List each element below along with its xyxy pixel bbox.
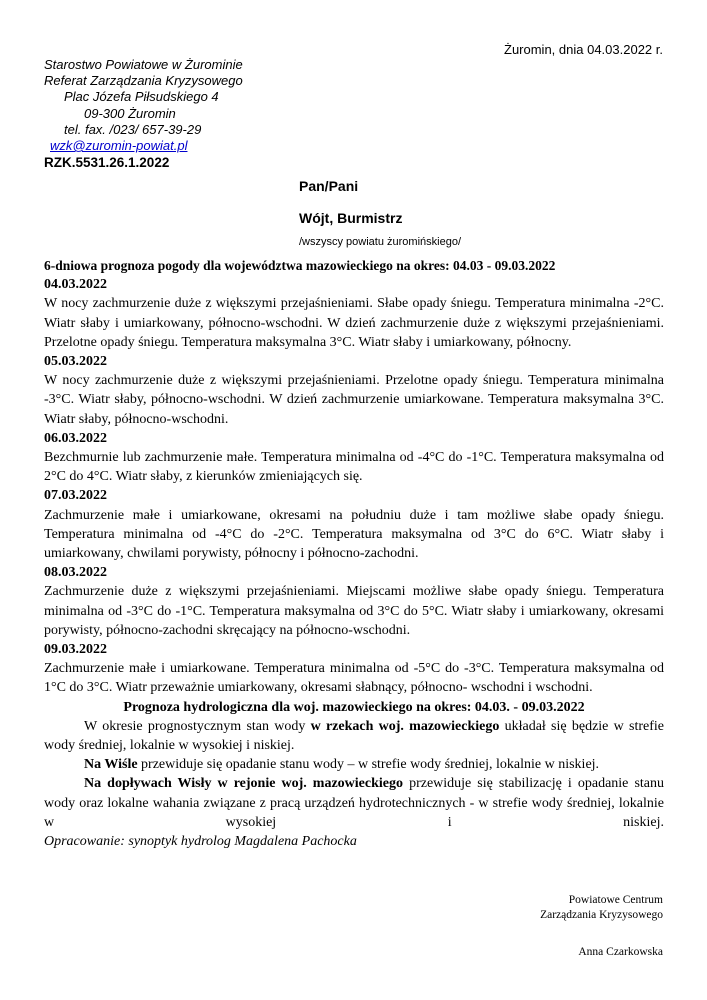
addressee-title: Wójt, Burmistrz [299, 210, 403, 226]
hydro-title: Prognoza hydrologiczna dla woj. mazowieckiego na okres: 04.03. - 09.03.2022 [123, 699, 585, 715]
sender-institution: Starostwo Powiatowe w Żurominie [44, 57, 243, 72]
signature-unit-line2: Zarządzania Kryzysowego [540, 909, 663, 921]
sender-email-link[interactable]: wzk@zuromin-powiat.pl [50, 138, 188, 154]
addressee-salutation: Pan/Pani [299, 178, 359, 194]
hydro-p1-emphasis: w rzekach woj. mazowieckiego [310, 718, 500, 734]
hydro-p1-text: układał się będzie w strefie wody średniej, lokalnie w wysokiej i niskiej. [44, 718, 664, 754]
forecast-title: 6-dniowa prognoza pogody dla województwa mazowieckiego na okres: 04.03 - 09.03.2022 [44, 258, 556, 273]
hydro-paragraph-rivers [44, 717, 664, 755]
signer-name: Anna Czarkowska [578, 946, 663, 958]
day-forecast-text: Zachmurzenie małe i umiarkowane, okresami na południu duże i tam możliwe słabe opady śniegu. Temperatura minimalna od -4°C do -2°C. Temperatura maksymalna od 3°C do 6°C. Wiatr słaby i umiarkowany, chwilami porywisty, północny i północno-zachodni. [44, 507, 664, 562]
day-date: 08.03.2022 [44, 565, 107, 581]
day-forecast-text: W nocy zachmurzenie duże z większymi przejaśnieniami. Słabe opady śniegu. Temperatura minimalna -2°C. Wiatr słaby i umiarkowany, północno-wschodni. W dzień zachmurzenie duże z większymi przejaśnieniami. Przelotne opady śniegu. Temperatura maksymalna 3°C. Wiatr słaby i umiarkowany, północny. [44, 296, 664, 350]
day-date: 05.03.2022 [44, 354, 107, 370]
signature-unit-line1: Powiatowe Centrum [568, 894, 663, 906]
document-date: Żuromin, dnia 04.03.2022 r. [504, 42, 663, 57]
signature-block [540, 893, 663, 960]
sender-postal-city: 09-300 Żuromin [84, 105, 176, 121]
hydro-p1-text: W okresie prognostycznym stan wody [84, 718, 311, 734]
document-body [44, 256, 664, 851]
day-date: 07.03.2022 [44, 488, 107, 504]
hydro-p2-emphasis: Na Wiśle [84, 757, 138, 773]
hydro-paragraph-tributaries [44, 774, 664, 832]
sender-street: Plac Józefa Piłsudskiego 4 [64, 89, 219, 105]
sender-block [44, 57, 243, 171]
addressee-scope: /wszyscy powiatu żuromińskiego/ [299, 236, 462, 248]
day-date: 06.03.2022 [44, 430, 107, 446]
sender-phone-fax: tel. fax. /023/ 657-39-29 [64, 121, 202, 137]
day-date: 09.03.2022 [44, 642, 107, 658]
day-date: 04.03.2022 [44, 277, 107, 293]
hydro-paragraph-vistula [44, 755, 664, 774]
case-reference: RZK.5531.26.1.2022 [44, 155, 170, 171]
day-forecast-text: Bezchmurnie lub zachmurzenie małe. Temperatura minimalna od -4°C do -1°C. Temperatura maksymalna od 2°C do 4°C. Wiatr słaby, z kierunków zmieniających się. [44, 450, 664, 485]
day-forecast-text: Zachmurzenie małe i umiarkowane. Temperatura minimalna od -5°C do -3°C. Temperatura maksymalna od 1°C do 3°C. Wiatr przeważnie umiarkowany, okresami słabnący, północno- wschodni i wschodni. [44, 661, 664, 696]
day-forecast-text: Zachmurzenie duże z większymi przejaśnieniami. Miejscami możliwe słabe opady śniegu. Temperatura minimalna od -3°C do -1°C. Temperatura maksymalna od 3°C do 5°C. Wiatr słaby i umiarkowany, okresami porywisty, północno-zachodni skręcający na północno-wschodni. [44, 584, 664, 638]
forecast-author: Opracowanie: synoptyk hydrolog Magdalena Pachocka [44, 834, 357, 850]
hydro-p2-text: przewiduje się opadanie stanu wody – w strefie wody średniej, lokalnie w niskiej. [137, 757, 600, 773]
hydro-p3-emphasis: Na dopływach Wisły w rejonie woj. mazowieckiego [84, 776, 404, 792]
sender-department: Referat Zarządzania Kryzysowego [44, 73, 243, 89]
addressee-block [299, 178, 461, 248]
day-forecast-text: W nocy zachmurzenie duże z większymi przejaśnieniami. Przelotne opady śniegu. Temperatura minimalna -3°C. Wiatr słaby, północno-wschodni. W dzień zachmurzenie umiarkowane. Temperatura maksymalna 3°C. Wiatr słaby, północno-wschodni. [44, 373, 664, 427]
hydro-p3-text: przewiduje się stabilizację i opadanie stanu wody oraz lokalne wahania związane z pracą urządzeń hydrotechnicznych - w strefie wody średniej, lokalnie w wysokiej i niskiej. [44, 776, 664, 830]
